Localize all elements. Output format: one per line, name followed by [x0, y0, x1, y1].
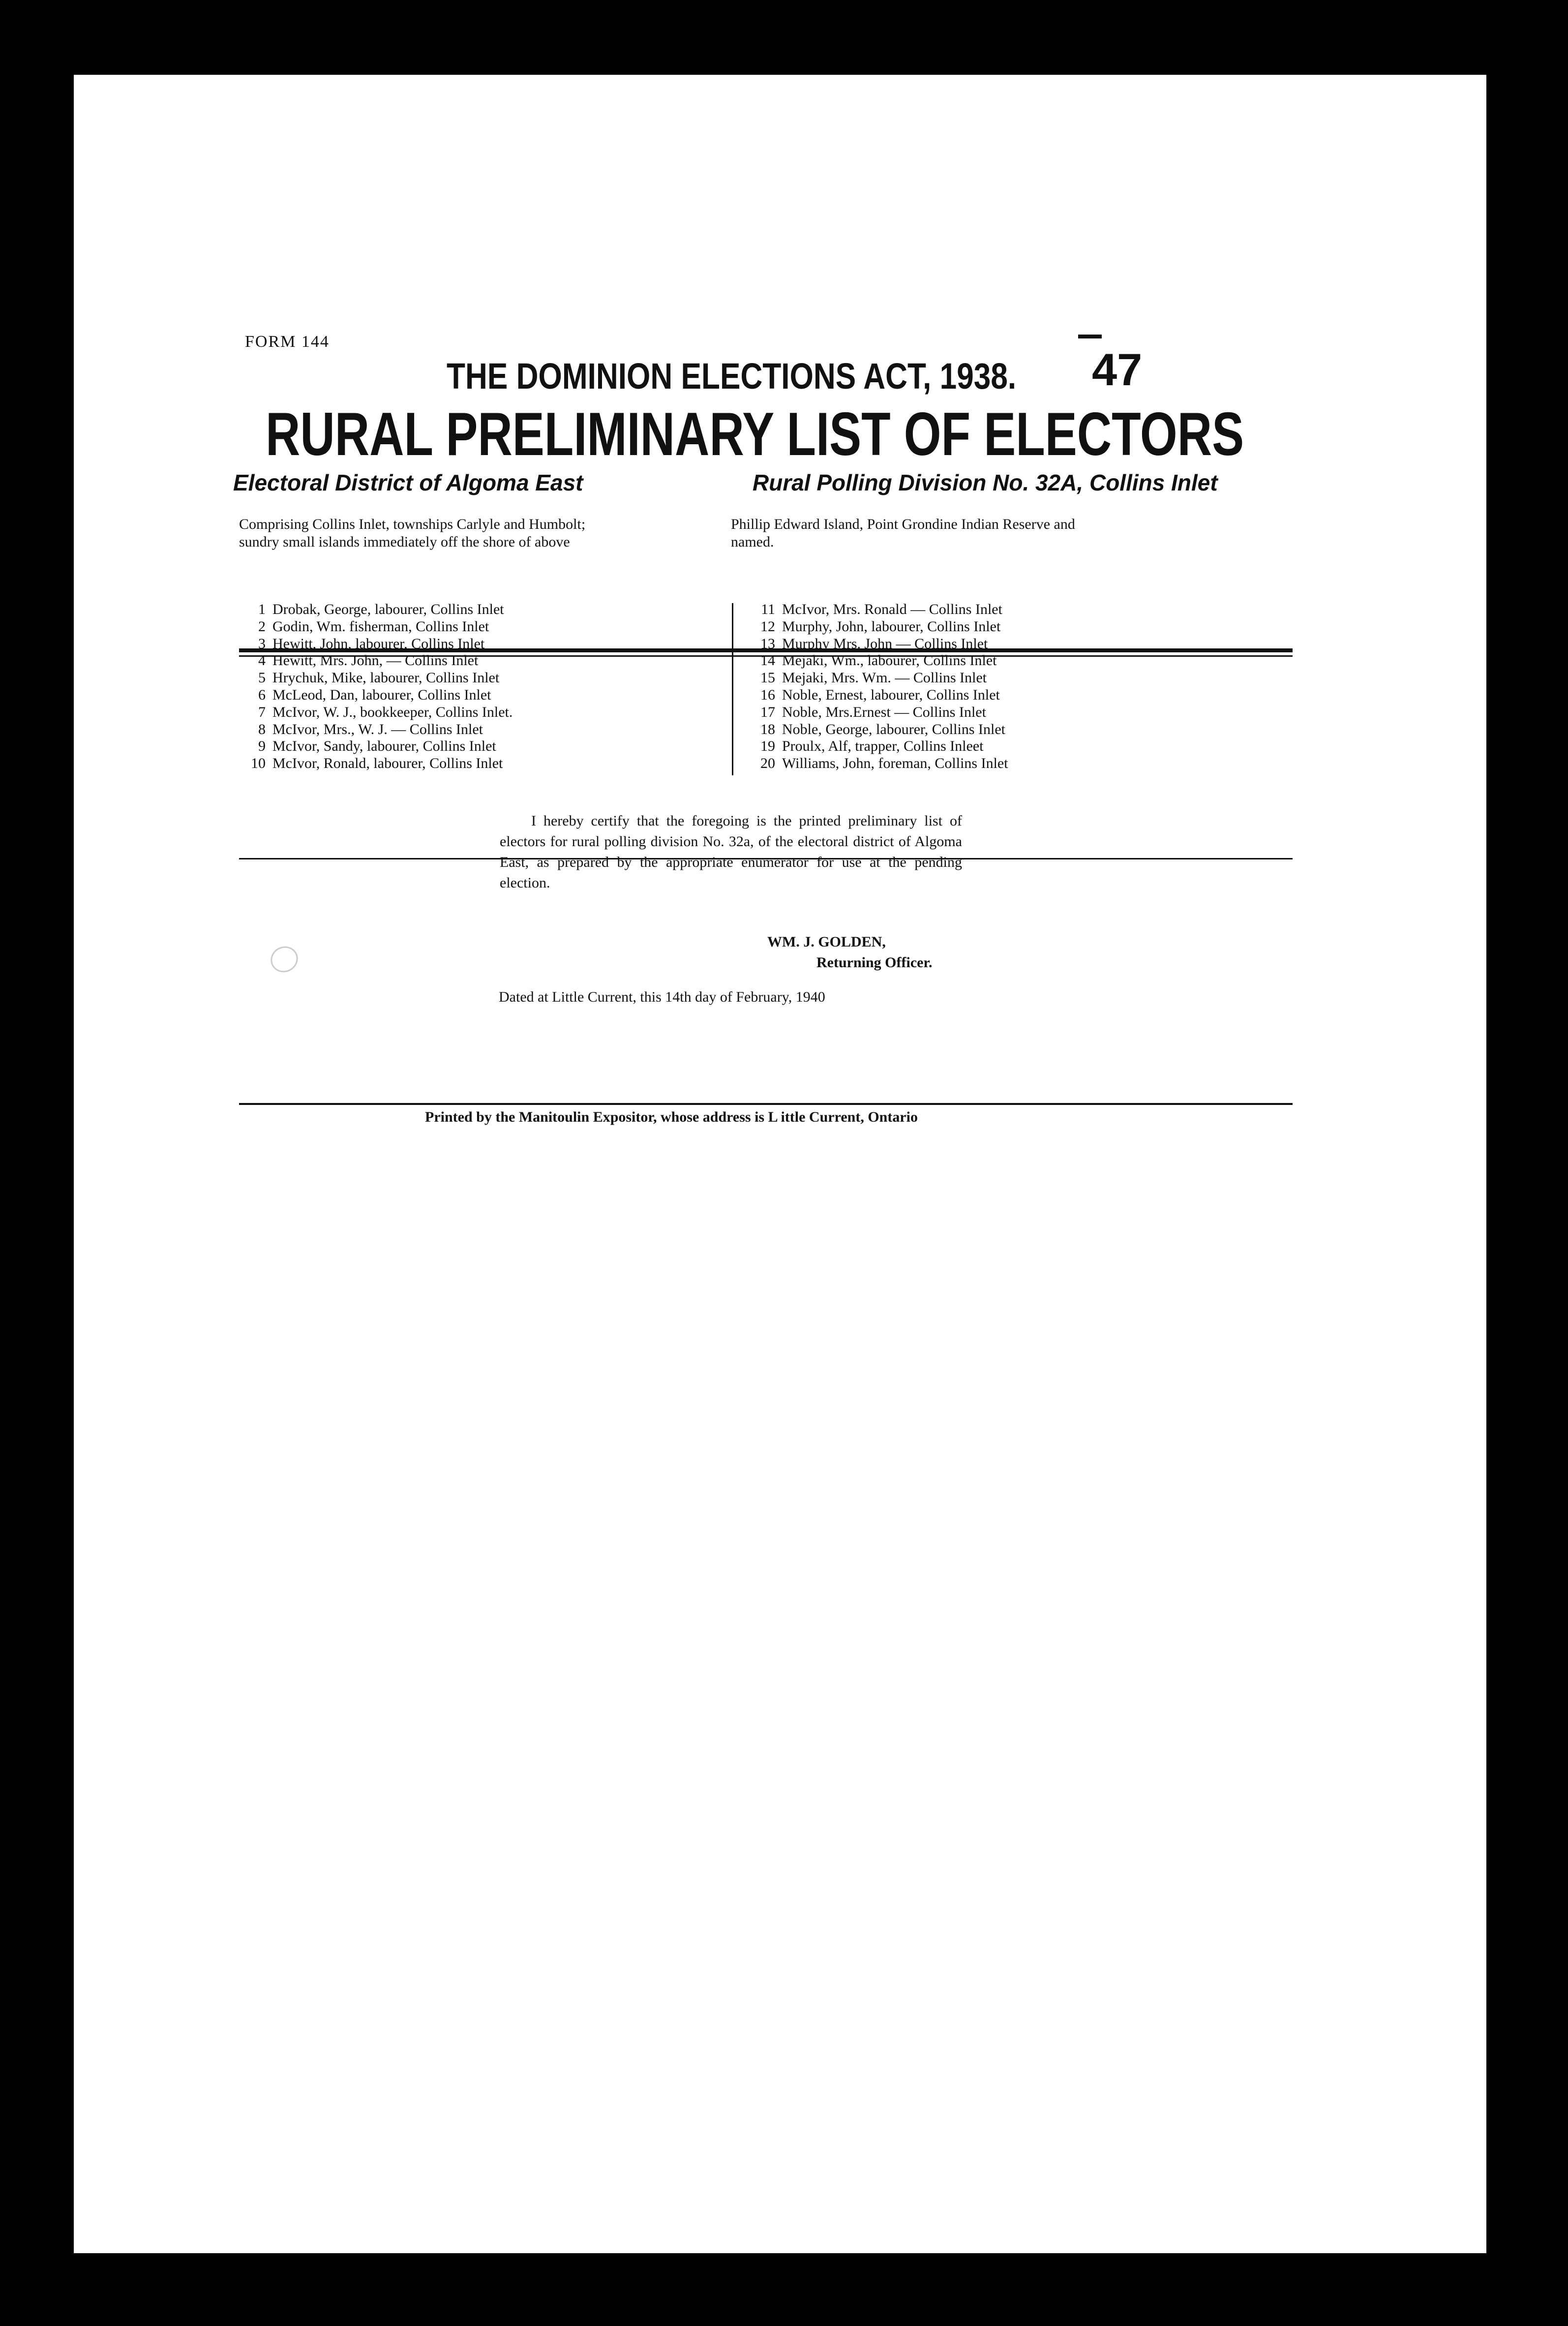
list-item: 8 McIvor, Mrs., W. J. — Collins Inlet	[258, 721, 483, 737]
list-item: 18 Noble, George, labourer, Collins Inlet	[760, 721, 1005, 737]
list-item: 3 Hewitt, John, labourer, Collins Inlet	[258, 635, 485, 652]
list-item: 5 Hrychuk, Mike, labourer, Collins Inlet	[258, 670, 500, 686]
certificate-text: I hereby certify that the foregoing is the printed preliminary list of electors for rural polling division No. 32a, of the electoral district of Algoma East, as prepared by the appropriate enumerator for use at the pending election.	[500, 813, 962, 891]
list-item: 14 Mejaki, Wm., labourer, Collins Inlet	[760, 652, 997, 669]
list-item: 2 Godin, Wm. fisherman, Collins Inlet	[258, 618, 489, 635]
page-title: RURAL PRELIMINARY LIST OF ELECTORS	[266, 400, 1244, 468]
electors-list-left	[243, 601, 513, 772]
dated-line: Dated at Little Current, this 14th day of February, 1940	[499, 989, 825, 1005]
list-item: 4 Hewitt, Mrs. John, — Collins Inlet	[258, 652, 479, 669]
page-number: 47	[1092, 345, 1143, 395]
list-item: 1 Drobak, George, labourer, Collins Inlet	[258, 601, 504, 617]
comprising-line: Phillip Edward Island, Point Grondine Indian Reserve and	[731, 516, 1075, 532]
printer-footer: Printed by the Manitoulin Expositor, whose address is L ittle Current, Ontario	[425, 1109, 918, 1125]
comprising-line: Comprising Collins Inlet, townships Carlyle and Humbolt;	[239, 516, 586, 532]
list-item: 11 McIvor, Mrs. Ronald — Collins Inlet	[761, 601, 1002, 617]
list-item: 9 McIvor, Sandy, labourer, Collins Inlet	[258, 738, 496, 755]
list-item: 10 McIvor, Ronald, labourer, Collins Inlet	[251, 755, 503, 772]
comprising-line: named.	[731, 534, 774, 550]
list-item: 16 Noble, Ernest, labourer, Collins Inlet	[760, 686, 1000, 703]
signatory-title: Returning Officer.	[816, 954, 933, 971]
page-number-mark	[1078, 335, 1102, 338]
list-item: 13 Murphy Mrs. John — Collins Inlet	[760, 635, 988, 652]
divider-rule	[239, 1103, 1293, 1105]
list-item: 20 Williams, John, foreman, Collins Inlet	[760, 755, 1008, 772]
list-item: 6 McLeod, Dan, labourer, Collins Inlet	[258, 686, 491, 703]
list-item: 17 Noble, Mrs.Ernest — Collins Inlet	[760, 704, 986, 720]
comprising-line: sundry small islands immediately off the shore of above	[239, 534, 570, 550]
polling-division: Rural Polling Division No. 32A, Collins Inlet	[753, 470, 1218, 495]
electoral-district: Electoral District of Algoma East	[233, 470, 583, 495]
comprising-text-left	[239, 516, 585, 551]
list-item: 12 Murphy, John, labourer, Collins Inlet	[760, 618, 1001, 635]
comprising-text-right	[731, 516, 1075, 551]
electors-list-right	[753, 601, 1008, 772]
signatory-name: WM. J. GOLDEN,	[767, 934, 886, 950]
list-item: 7 McIvor, W. J., bookkeeper, Collins Inlet.	[258, 704, 513, 720]
column-divider	[732, 603, 733, 775]
form-number: FORM 144	[245, 333, 330, 351]
act-title: THE DOMINION ELECTIONS ACT, 1938.	[447, 356, 1017, 397]
list-item: 15 Mejaki, Mrs. Wm. — Collins Inlet	[760, 670, 987, 686]
list-item: 19 Proulx, Alf, trapper, Collins Inleet	[760, 738, 984, 755]
